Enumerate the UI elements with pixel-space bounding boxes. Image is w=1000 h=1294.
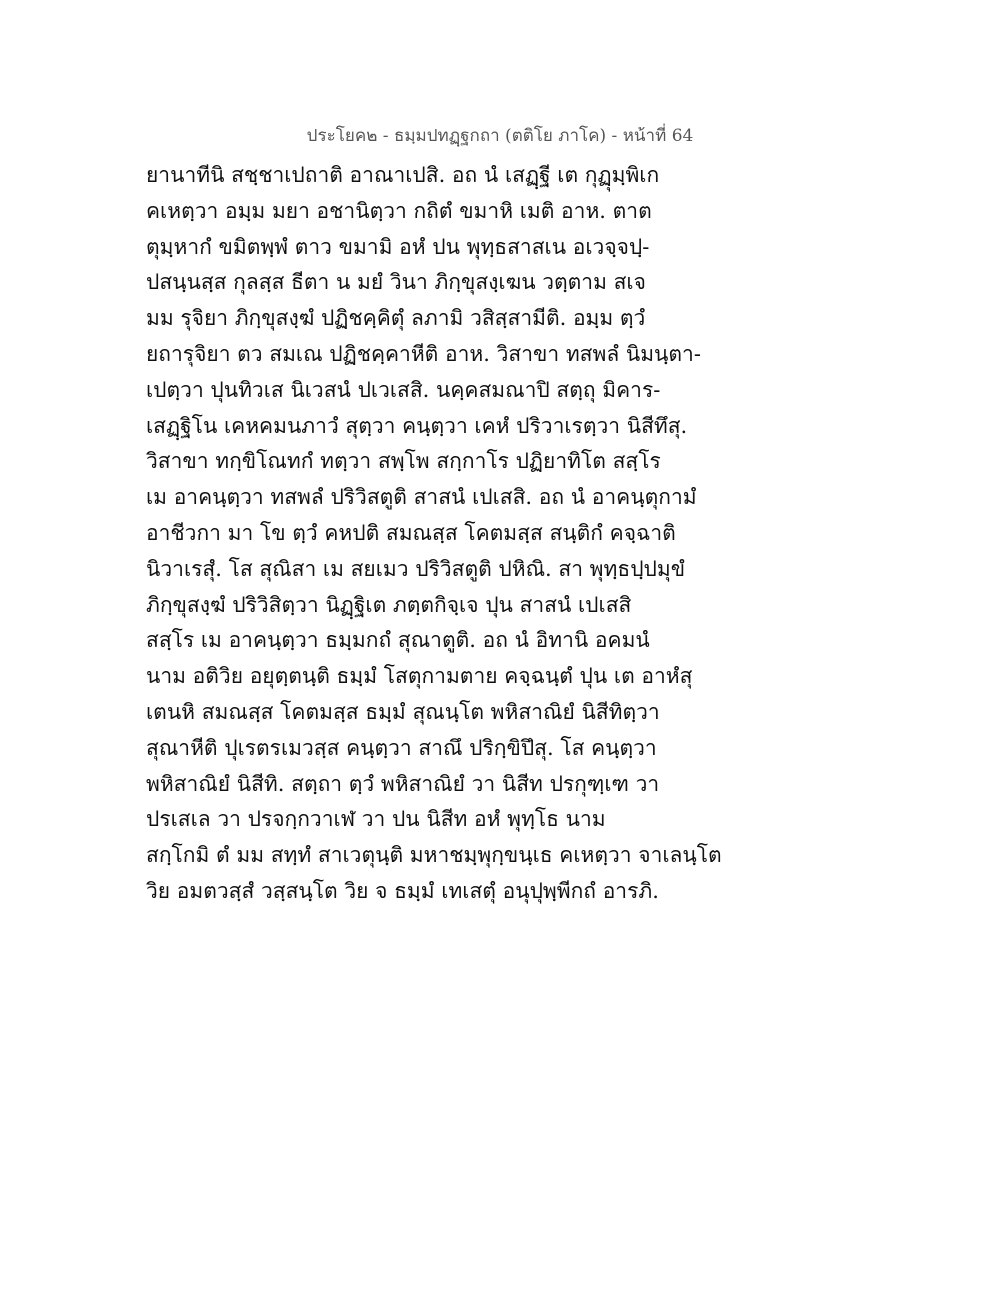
text-line: พหิสาณิยํ นิสีทิ. สตฺถา ตฺวํ พหิสาณิยํ วา นิสีท ปรกุฑฺเฑ วา bbox=[146, 771, 660, 796]
text-line: นาม อติวิย อยุตฺตนฺติ ธมฺมํ โสตุกามตาย คจฺฉนฺตํ ปุน เต อาหํสุ bbox=[146, 664, 693, 689]
text-line: วิย อมตวสฺสํ วสฺสนฺโต วิย จ ธมฺมํ เทเสตุํ อนุปุพฺพีกถํ อารภิ. bbox=[146, 878, 659, 903]
body-text bbox=[146, 158, 722, 910]
text-line: อาชีวกา มา โข ตฺวํ คหปติ สมณสฺส โคตมสฺส สนฺติกํ คจฺฉาติ bbox=[146, 520, 676, 545]
text-line: เสฏฺฐิโน เคหคมนภาวํ สุตฺวา คนฺตฺวา เคหํ ปริวาเรตฺวา นิสีทึสุ. bbox=[146, 413, 688, 438]
text-line: เตนหิ สมณสฺส โคตมสฺส ธมฺมํ สุณนฺโต พหิสาณิยํ นิสีทิตฺวา bbox=[146, 699, 660, 724]
running-header bbox=[0, 122, 1000, 149]
text-line: ยานาทีนิ สชฺชาเปถาติ อาณาเปสิ. อถ นํ เสฏฺฐี เต กุฏุมฺพิเก bbox=[146, 163, 660, 187]
text-line: สกฺโกมิ ตํ มม สทฺทํ สาเวตุนฺติ มหาชมฺพุกฺขนฺเธ คเหตฺวา จาเลนฺโต bbox=[146, 843, 722, 868]
text-line: ยถารุจิยา ตว สมเณ ปฏิชคฺคาหีติ อาห. วิสาขา ทสพลํ นิมนฺตา- bbox=[146, 341, 701, 366]
text-line: สสฺโร เม อาคนฺตฺวา ธมฺมกถํ สุณาตูติ. อถ นํ อิทานิ อคมนํ bbox=[146, 628, 650, 653]
text-line: เม อาคนฺตฺวา ทสพลํ ปริวิสตูติ สาสนํ เปเสสิ. อถ นํ อาคนฺตุกามํ bbox=[146, 485, 697, 510]
text-line: ตุมฺหากํ ขมิตพฺพํ ตาว ขมามิ อหํ ปน พุทฺธสาสเน อเวจฺจปฺ- bbox=[146, 234, 650, 259]
text-line: ปรเสเล วา ปรจกฺกวาเฬ วา ปน นิสีท อหํ พุทฺโธ นาม bbox=[146, 807, 606, 832]
text-line: เปตฺวา ปุนทิวเส นิเวสนํ ปเวเสสิ. นคฺคสมณาปิ สตฺถุ มิคาร- bbox=[146, 377, 661, 402]
text-line: คเหตฺวา อมฺม มยา อชานิตฺวา กถิตํ ขมาหิ เมติ อาห. ตาต bbox=[146, 198, 652, 223]
text-line: ปสนฺนสฺส กุลสฺส ธีตา น มยํ วินา ภิกฺขุสงฺเฆน วตฺตาม สเจ bbox=[146, 270, 646, 295]
text-line: ภิกฺขุสงฺฆํ ปริวิสิตฺวา นิฏฺฐิเต ภตฺตกิจฺเจ ปุน สาสนํ เปเสสิ bbox=[146, 592, 632, 617]
text-line: สุณาหีติ ปุเรตรเมวสฺส คนฺตฺวา สาณึ ปริกฺขิปึสุ. โส คนฺตฺวา bbox=[146, 735, 657, 760]
text-line: นิวาเรสุํ. โส สุณิสา เม สยเมว ปริวิสตูติ ปหิณิ. สา พุทฺธปฺปมุขํ bbox=[146, 556, 686, 581]
running-title: ประโยค๒ - ธมฺมปทฏฺฐกถา (ตติโย ภาโค) - หน้าที่ 64 bbox=[306, 126, 694, 146]
text-line: มม รุจิยา ภิกฺขุสงฺฆํ ปฏิชคฺคิตุํ ลภามิ วสิสฺสามีติ. อมฺม ตฺวํ bbox=[146, 306, 646, 331]
text-line: วิสาขา ทกฺขิโณทกํ ทตฺวา สพฺโพ สกฺกาโร ปฏิยาทิโต สสฺโร bbox=[146, 449, 661, 474]
